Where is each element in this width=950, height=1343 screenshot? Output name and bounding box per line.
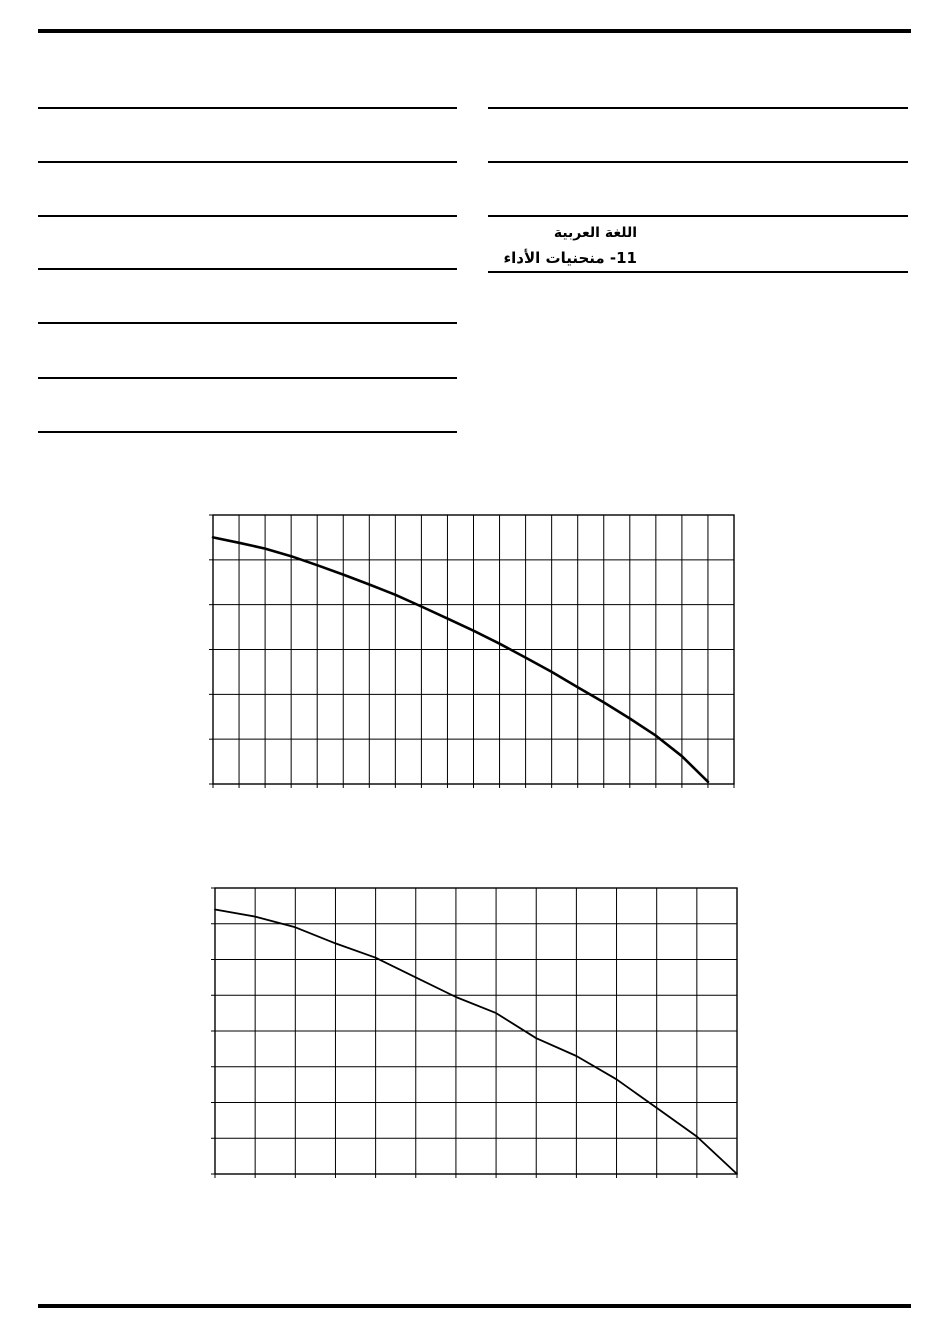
blank-line — [38, 377, 457, 379]
blank-line — [38, 161, 457, 163]
chart-1 — [209, 515, 734, 788]
blank-line — [38, 268, 457, 270]
blank-line — [38, 322, 457, 324]
blank-line — [38, 215, 457, 217]
top-border-rule — [38, 29, 911, 33]
language-label: اللغة العربية — [553, 225, 637, 241]
series-line-curve-2 — [215, 910, 737, 1175]
blank-line — [488, 215, 908, 217]
bottom-border-rule — [38, 1304, 911, 1308]
section-title: 11- منحنيات الأداء — [503, 249, 637, 267]
blank-line — [38, 431, 457, 433]
blank-line — [38, 107, 457, 109]
blank-line — [488, 107, 908, 109]
series-line-curve-1 — [213, 537, 708, 781]
plot-frame — [213, 515, 734, 784]
chart-2 — [211, 888, 737, 1178]
plot-frame — [215, 888, 737, 1174]
blank-line — [488, 161, 908, 163]
blank-line — [488, 271, 908, 273]
